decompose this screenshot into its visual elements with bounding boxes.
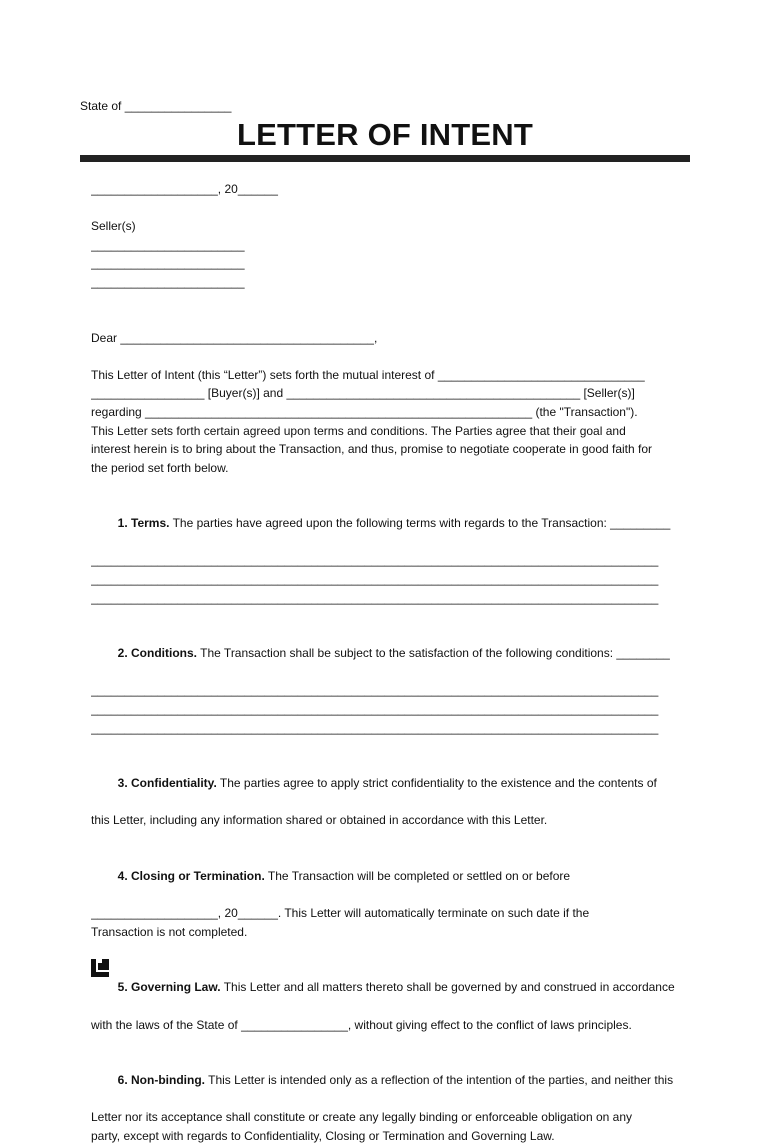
blank-line: _____________________________________________________________________________________ (91, 589, 681, 608)
section-text: this Letter, including any information shared or obtained in accordance with this Letter. (91, 811, 681, 830)
section-conditions (91, 626, 681, 738)
intro-line: the period set forth below. (91, 459, 681, 478)
salutation: Dear ______________________________________, (91, 329, 681, 348)
section-text: with the laws of the State of ________________, without giving effect to the conflict of laws principles. (91, 1016, 681, 1035)
section-governing-law (91, 960, 681, 1034)
section-text: Letter nor its acceptance shall constitute or create any legally binding or enforceable obligation on any (91, 1108, 681, 1127)
blank-line: _____________________________________________________________________________________ (91, 681, 681, 700)
section-text: party, except with regards to Confidentiality, Closing or Termination and Governing Law. (91, 1127, 681, 1145)
blank-line: _____________________________________________________________________________________ (91, 570, 681, 589)
section-text: The parties have agreed upon the following terms with regards to the Transaction: _________ (169, 516, 670, 530)
blank-line: _____________________________________________________________________________________ (91, 700, 681, 719)
section-text: ___________________, 20______. This Letter will automatically terminate on such date if the (91, 904, 681, 923)
sellers-block (91, 217, 681, 291)
intro-line: This Letter of Intent (this “Letter”) sets forth the mutual interest of _______________________________ (91, 366, 681, 385)
intro-line: regarding __________________________________________________________ (the "Transaction"). (91, 403, 681, 422)
document-logo-icon (91, 959, 109, 977)
section-text: This Letter and all matters thereto shall be governed by and construed in accordance (221, 980, 675, 994)
section-heading: 6. Non-binding. (118, 1073, 205, 1087)
blank-line: _____________________________________________________________________________________ (91, 719, 681, 738)
section-text: The Transaction will be completed or settled on or before (265, 869, 570, 883)
blank-line: _____________________________________________________________________________________ (91, 551, 681, 570)
section-heading: 2. Conditions. (118, 646, 197, 660)
seller-line: _______________________ (91, 273, 681, 292)
intro-line: _________________ [Buyer(s)] and ____________________________________________ [Seller(s)] (91, 384, 681, 403)
intro-line: This Letter sets forth certain agreed upon terms and conditions. The Parties agree that their goal and (91, 422, 681, 441)
section-confidentiality (91, 756, 681, 830)
section-closing-termination (91, 848, 681, 941)
date-line: ___________________, 20______ (91, 180, 681, 199)
document-title: LETTER OF INTENT (80, 116, 690, 154)
section-heading: 1. Terms. (118, 516, 170, 530)
intro-paragraph (91, 366, 681, 478)
state-line: State of ________________ (80, 99, 231, 113)
intro-line: interest herein is to bring about the Transaction, and thus, promise to negotiate cooperate in good faith for (91, 440, 681, 459)
section-text: The Transaction shall be subject to the satisfaction of the following conditions: ________ (197, 646, 670, 660)
letter-body (91, 180, 681, 1145)
seller-line: _______________________ (91, 254, 681, 273)
title-divider (80, 155, 690, 162)
section-terms (91, 496, 681, 608)
section-text: Transaction is not completed. (91, 923, 681, 942)
section-text: The parties agree to apply strict confidentiality to the existence and the contents of (217, 776, 657, 790)
section-heading: 4. Closing or Termination. (118, 869, 265, 883)
seller-line: _______________________ (91, 236, 681, 255)
section-non-binding (91, 1053, 681, 1145)
section-text: This Letter is intended only as a reflection of the intention of the parties, and neither this (205, 1073, 673, 1087)
sellers-label: Seller(s) (91, 217, 681, 236)
section-heading: 5. Governing Law. (118, 980, 221, 994)
section-heading: 3. Confidentiality. (118, 776, 217, 790)
